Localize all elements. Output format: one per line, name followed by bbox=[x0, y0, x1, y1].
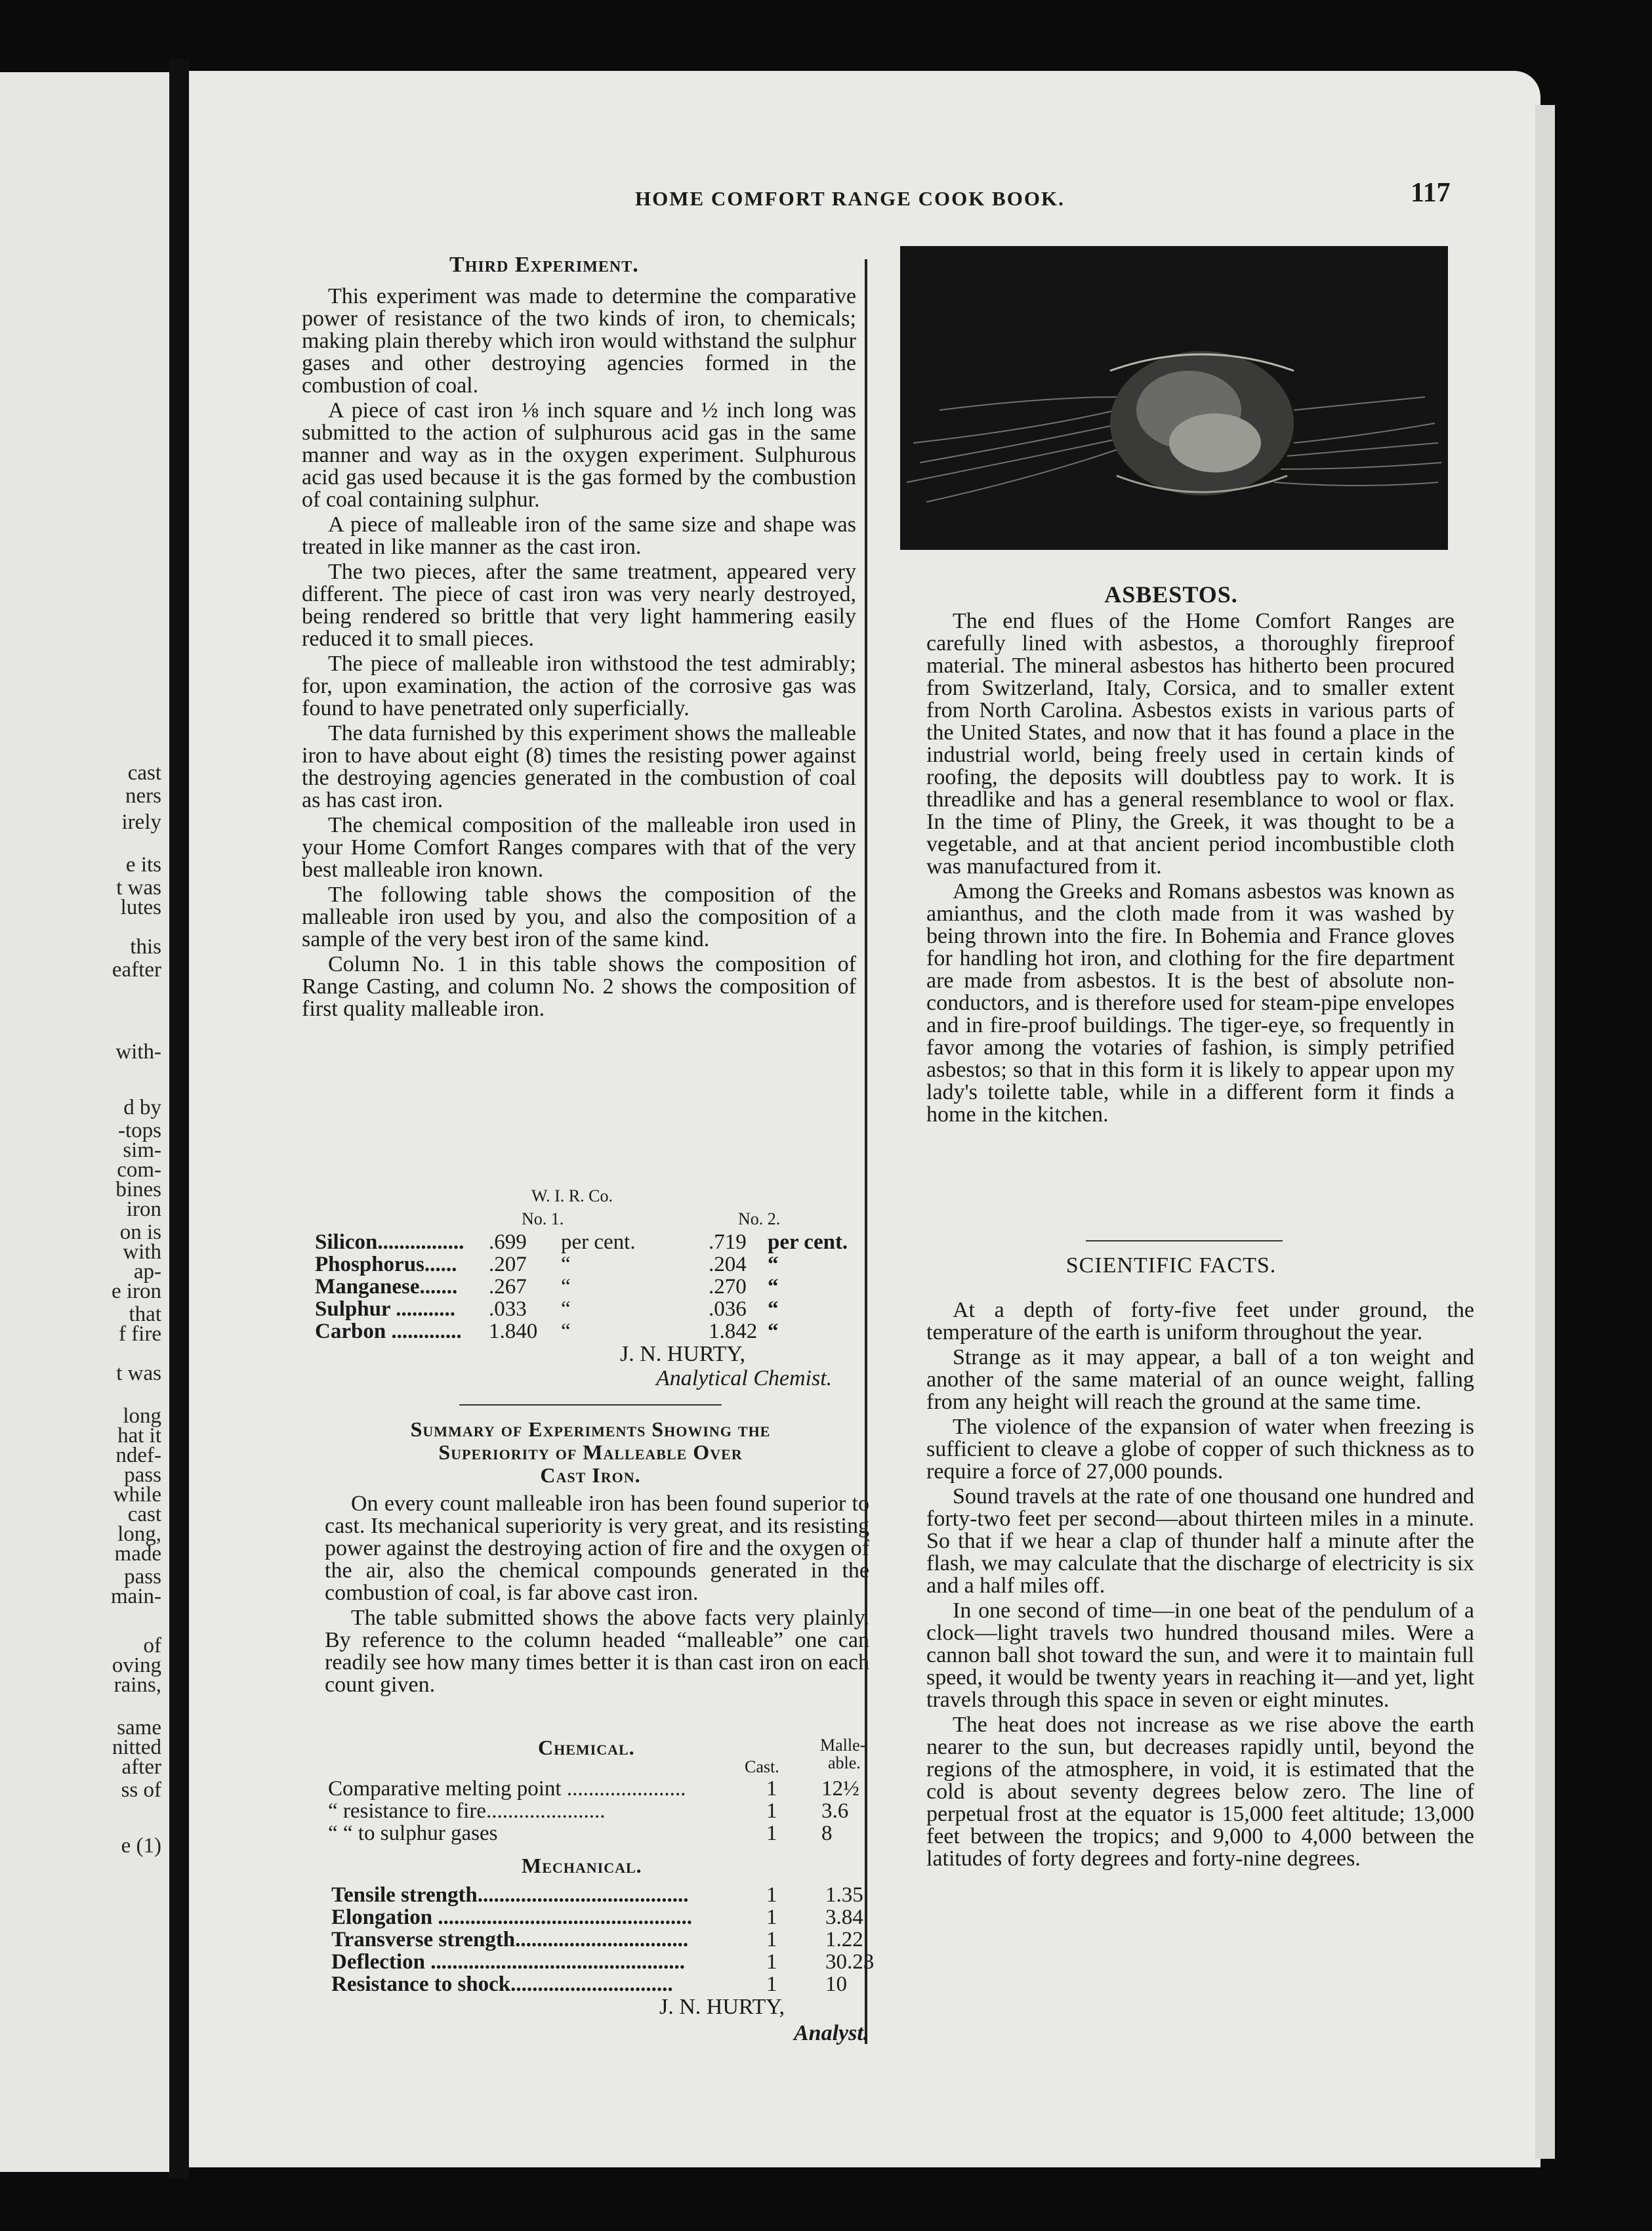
left-page-fragment: -tops bbox=[118, 1119, 161, 1142]
col1-value: .207 bbox=[489, 1253, 527, 1276]
row-label: “ “ to sulphur gases bbox=[328, 1822, 498, 1845]
row-label: Carbon ............. bbox=[315, 1320, 462, 1343]
paragraph: The two pieces, after the same treatment, appeared very different. The piece of cast iron was very nearly destroyed, being rendered so brittle that very light hammering easily reduced it to small pieces. bbox=[302, 560, 856, 651]
chemical-heading: Chemical. bbox=[538, 1736, 635, 1759]
malleable-value: 10 bbox=[825, 1972, 847, 1996]
left-page-fragment: main- bbox=[111, 1585, 161, 1608]
malleable-value: 12½ bbox=[821, 1777, 859, 1801]
malleable-value: 3.6 bbox=[821, 1799, 849, 1823]
paragraph: On every count malleable iron has been found superior to cast. Its mechanical superiority is very great, and its resisting power against the destroying action of fire and the oxygen of the air, also the chemical compounds generated in the combustion of coal, is far above cast iron. bbox=[325, 1491, 869, 1605]
left-page-fragment: cast bbox=[127, 761, 161, 785]
paragraph: The heat does not increase as we rise above the earth nearer to the sun, but decreases rapidly until, beyond the regions of the atmosphere, in void, it is estimated that the cold is about seventy degrees below zero. The line of perpetual frost at the equator is 15,000 feet altitude; 13,000 feet between the tropics; and 9,000 to 4,000 between the latitudes of forty degrees and forty-nine degrees. bbox=[926, 1713, 1474, 1871]
section-rule bbox=[1086, 1240, 1283, 1241]
left-page-fragment: cast bbox=[127, 1503, 161, 1526]
col2-value: .270 bbox=[709, 1275, 747, 1299]
col1-value: .699 bbox=[489, 1230, 527, 1254]
asbestos-heading: ASBESTOS. bbox=[1104, 581, 1238, 608]
signature-title: Analyst. bbox=[794, 2021, 869, 2045]
row-label: Phosphorus...... bbox=[315, 1253, 457, 1276]
cast-value: 1 bbox=[766, 1777, 777, 1801]
paragraph: Column No. 1 in this table shows the composition of Range Casting, and column No. 2 shows the composition of first quality malleable iron. bbox=[302, 952, 856, 1021]
col1-value: .267 bbox=[489, 1275, 527, 1299]
left-page-fragment: e (1) bbox=[121, 1834, 161, 1858]
col2-unit: “ bbox=[768, 1297, 779, 1321]
row-label: Manganese....... bbox=[315, 1275, 458, 1299]
left-page-fragment: after bbox=[121, 1755, 161, 1779]
paragraph: The end flues of the Home Comfort Ranges are carefully lined with asbestos, a thoroughly fireproof material. The mineral asbestos has hitherto been procured from Switzerland, Italy, Corsica, and to smaller extent from North Carolina. Asbestos exists in various parts of the United States, and now that it has found a place in the industrial world, being freely used in certain kinds of roofing, the deposits will doubtless pay to work. It is threadlike and has a general resemblance to wool or flax. In the time of Pliny, the Greek, it was thought to be a vegetable, and at that ancient period incombustible cloth was manufactured from it. bbox=[926, 609, 1455, 879]
row-label: “ resistance to fire...................... bbox=[328, 1799, 606, 1823]
left-page-fragment: long bbox=[123, 1404, 161, 1428]
summary-heading-line1: Summary of Experiments Showing the bbox=[410, 1417, 771, 1441]
left-page-fragment: made bbox=[114, 1542, 161, 1566]
col2-unit: “ bbox=[768, 1320, 779, 1343]
signature: J. N. HURTY, bbox=[659, 1995, 785, 2019]
left-page-fragment: same bbox=[117, 1716, 161, 1740]
left-page-fragment: rains, bbox=[114, 1673, 161, 1697]
cast-value: 1 bbox=[766, 1906, 777, 1929]
row-label: Resistance to shock.............................. bbox=[331, 1972, 673, 1996]
col1-header: No. 1. bbox=[522, 1209, 564, 1228]
col1-unit: “ bbox=[561, 1320, 571, 1343]
summary-heading-line2: Superiority of Malleable Over bbox=[438, 1440, 743, 1464]
left-page-fragment: with- bbox=[115, 1040, 161, 1064]
row-label: Elongation ............................................... bbox=[331, 1906, 693, 1929]
left-page-fragment: pass bbox=[124, 1463, 161, 1487]
col2-unit: “ bbox=[768, 1275, 779, 1299]
paragraph: At a depth of forty-five feet under ground, the temperature of the earth is uniform throughout the year. bbox=[926, 1298, 1474, 1345]
paragraph: Strange as it may appear, a ball of a ton weight and another of the same material of an ounce weight, falling from any height will reach the ground at the same time. bbox=[926, 1345, 1474, 1414]
col2-value: .204 bbox=[709, 1253, 747, 1276]
asbestos-body bbox=[926, 610, 1455, 1129]
paragraph: This experiment was made to determine the comparative power of resistance of the two kinds of iron, to chemicals; making plain thereby which iron would withstand the sulphur gases and other destroying agencies formed in the combustion of coal. bbox=[302, 284, 856, 398]
malleable-col-header-2: able. bbox=[828, 1753, 861, 1772]
left-page-fragment: ndef- bbox=[115, 1444, 161, 1467]
cast-value: 1 bbox=[766, 1822, 777, 1845]
page-edge bbox=[1535, 105, 1555, 2159]
paragraph: The table submitted shows the above facts very plainly. By reference to the column headed “malleable” one can readily see how many times better it is than cast iron on each count given. bbox=[325, 1606, 869, 1697]
malleable-value: 1.22 bbox=[825, 1928, 863, 1951]
third-experiment-body bbox=[302, 285, 856, 1023]
left-page-fragment: t was bbox=[116, 876, 161, 900]
left-page-fragment: sim- bbox=[123, 1138, 161, 1162]
col1-unit: per cent. bbox=[561, 1230, 636, 1254]
malleable-value: 3.84 bbox=[825, 1906, 863, 1929]
adjacent-page-fragment bbox=[0, 72, 169, 2172]
cast-col-header: Cast. bbox=[745, 1757, 779, 1776]
left-page-fragment: hat it bbox=[117, 1424, 161, 1448]
row-label: Deflection ............................................... bbox=[331, 1950, 685, 1974]
summary-heading-line3: Cast Iron. bbox=[540, 1463, 641, 1487]
section-rule bbox=[459, 1404, 722, 1406]
left-page-fragment: oving bbox=[112, 1654, 161, 1677]
paragraph: The chemical composition of the malleable iron used in your Home Comfort Ranges compares with that of the very best malleable iron known. bbox=[302, 813, 856, 882]
malleable-value: 8 bbox=[821, 1822, 833, 1845]
left-page-fragment: bines bbox=[115, 1178, 161, 1201]
asbestos-illustration bbox=[900, 246, 1448, 550]
cast-value: 1 bbox=[766, 1799, 777, 1823]
table-company: W. I. R. Co. bbox=[531, 1186, 613, 1205]
malleable-col-header: Malle- bbox=[820, 1736, 866, 1755]
left-page-fragment: with bbox=[123, 1240, 161, 1264]
running-head: HOME COMFORT RANGE COOK BOOK. bbox=[635, 187, 1065, 210]
col2-unit: “ bbox=[768, 1253, 779, 1276]
left-page-fragment: ners bbox=[125, 784, 161, 808]
left-page-fragment: pass bbox=[124, 1565, 161, 1589]
paragraph: Sound travels at the rate of one thousand one hundred and forty-two feet per second—about thirteen miles in a minute. So that if we hear a clap of thunder half a minute after the flash, we may calculate that the discharge of electricity is six and a half miles off. bbox=[926, 1484, 1474, 1598]
paragraph: The violence of the expansion of water when freezing is sufficient to cleave a globe of copper of such thickness as to require a force of 27,000 pounds. bbox=[926, 1415, 1474, 1484]
cast-value: 1 bbox=[766, 1950, 777, 1974]
paragraph: Among the Greeks and Romans asbestos was known as amianthus, and the cloth made from it was washed by being thrown into the fire. In Bohemia and France gloves for handling hot iron, and clothing for the fire department are made from asbestos. It is the best of absolute non-conductors, and is therefore used for steam-pipe envelopes and in fire-proof buildings. The tiger-eye, so frequently in favor among the votaries of fashion, is simply petrified asbestos; so that in this form it is likely to appear upon my lady's toilette table, while in a different form it finds a home in the kitchen. bbox=[926, 879, 1455, 1127]
left-page-fragment: iron bbox=[126, 1198, 161, 1221]
row-label: Transverse strength................................ bbox=[331, 1928, 689, 1951]
paragraph: The following table shows the composition of the malleable iron used by you, and also the composition of a sample of the very best iron of the same kind. bbox=[302, 883, 856, 951]
paragraph: In one second of time—in one beat of the pendulum of a clock—light travels two hundred thousand miles. Were a cannon ball shot toward the sun, and were it to maintain full speed, it would be twenty years in reaching it—and yet, light travels through this space in seven or eight minutes. bbox=[926, 1598, 1474, 1712]
row-label: Comparative melting point ...................... bbox=[328, 1777, 686, 1801]
mechanical-heading: Mechanical. bbox=[522, 1854, 642, 1877]
left-page-fragment: long, bbox=[117, 1522, 161, 1546]
col2-value: .719 bbox=[709, 1230, 747, 1254]
cast-value: 1 bbox=[766, 1883, 777, 1907]
left-page-fragment: lutes bbox=[120, 896, 161, 919]
left-page-fragment: on is bbox=[119, 1220, 161, 1244]
malleable-value: 30.23 bbox=[825, 1950, 875, 1974]
left-page-fragment: of bbox=[143, 1634, 161, 1658]
col1-value: 1.840 bbox=[489, 1320, 538, 1343]
signature: J. N. HURTY, bbox=[620, 1342, 745, 1366]
scientific-facts-heading: SCIENTIFIC FACTS. bbox=[1065, 1253, 1277, 1278]
left-page-fragment: ap- bbox=[133, 1260, 161, 1283]
col1-unit: “ bbox=[561, 1253, 571, 1276]
row-label: Silicon................ bbox=[315, 1230, 465, 1254]
paragraph: A piece of cast iron ⅛ inch square and ½ inch long was submitted to the action of sulphurous acid gas in the same manner and way as in the oxygen experiment. Sulphurous acid gas used because it is the gas formed by the combustion of coal containing sulphur. bbox=[302, 398, 856, 512]
paragraph: The data furnished by this experiment shows the malleable iron to have about eight (8) times the resisting power against the destroying agencies generated in the combustion of coal as has cast iron. bbox=[302, 721, 856, 812]
left-page-fragment: d by bbox=[123, 1096, 161, 1119]
col1-unit: “ bbox=[561, 1275, 571, 1299]
cast-value: 1 bbox=[766, 1928, 777, 1951]
scientific-facts-body bbox=[926, 1299, 1474, 1873]
third-experiment-heading: Third Experiment. bbox=[449, 253, 639, 277]
row-label: Tensile strength....................................... bbox=[331, 1883, 689, 1907]
left-page-fragment: while bbox=[113, 1483, 161, 1507]
column-divider bbox=[865, 259, 867, 2044]
malleable-value: 1.35 bbox=[825, 1883, 863, 1907]
left-page-fragment: e its bbox=[125, 853, 161, 877]
paragraph: A piece of malleable iron of the same size and shape was treated in like manner as the cast iron. bbox=[302, 512, 856, 559]
col1-value: .033 bbox=[489, 1297, 527, 1321]
left-page-fragment: this bbox=[130, 935, 161, 959]
col2-header: No. 2. bbox=[738, 1209, 781, 1228]
left-page-fragment: f fire bbox=[118, 1322, 161, 1346]
col1-unit: “ bbox=[561, 1297, 571, 1321]
left-page-fragment: eafter bbox=[112, 958, 161, 982]
signature-title: Analytical Chemist. bbox=[656, 1366, 833, 1390]
col2-value: .036 bbox=[709, 1297, 747, 1321]
col2-unit: per cent. bbox=[768, 1230, 848, 1254]
left-page-fragment: t was bbox=[116, 1362, 161, 1385]
left-page-fragment: com- bbox=[117, 1158, 161, 1182]
col2-value: 1.842 bbox=[709, 1320, 758, 1343]
left-page-fragment: nitted bbox=[112, 1736, 161, 1759]
page-number: 117 bbox=[1411, 178, 1451, 208]
row-label: Sulphur ........... bbox=[315, 1297, 455, 1321]
left-page-fragment: that bbox=[129, 1303, 161, 1326]
cast-value: 1 bbox=[766, 1972, 777, 1996]
paragraph: The piece of malleable iron withstood the test admirably; for, upon examination, the action of the corrosive gas was found to have penetrated only superficially. bbox=[302, 652, 856, 720]
left-page-fragment: irely bbox=[121, 810, 161, 834]
left-page-fragment: e iron bbox=[111, 1280, 161, 1303]
asbestos-photo bbox=[900, 246, 1448, 550]
left-page-fragment: ss of bbox=[121, 1778, 161, 1802]
page-gutter bbox=[169, 59, 189, 2179]
summary-body bbox=[325, 1493, 869, 1699]
